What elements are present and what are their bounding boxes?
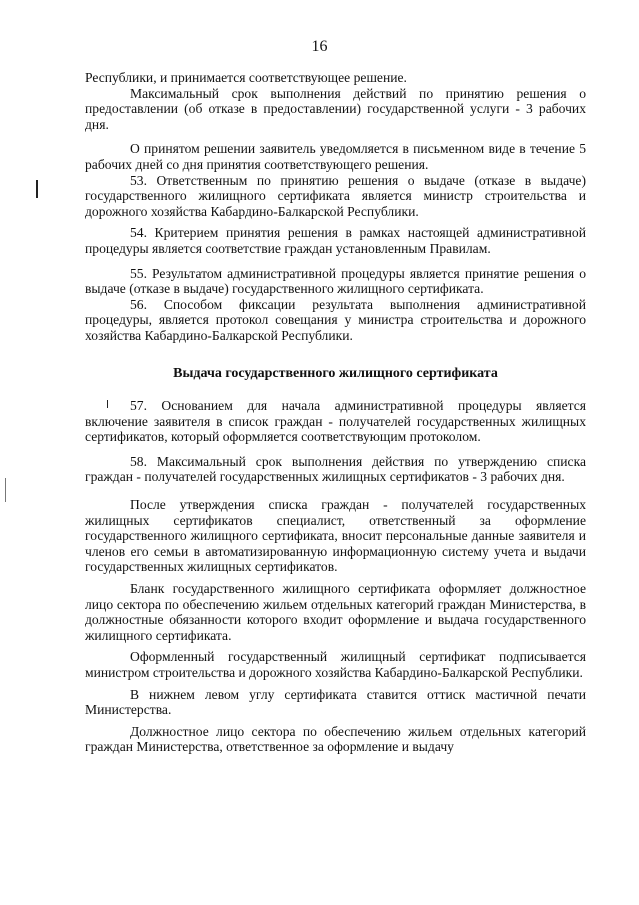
page-number: 16 <box>311 38 328 55</box>
paragraph: Должностное лицо сектора по обеспечению жильем отдельных категорий граждан Министерства, ответственное за оформление и выдачу <box>85 723 586 755</box>
paragraph: 58. Максимальный срок выполнения действия по утверждению списка граждан - получателей государственных жилищных сертификатов - 3 рабочих дня. <box>85 453 586 485</box>
paragraph: 56. Способом фиксации результата выполнения административной процедуры, является протокол совещания у министра строительства и дорожного хозяйства Кабардино-Балкарской Республики. <box>85 296 586 343</box>
paragraph: Максимальный срок выполнения действий по принятию решения о предоставлении (об отказе в предоставлении) государственной услуги - 3 рабочих дня. <box>85 85 586 132</box>
paragraph: 55. Результатом административной процедуры является принятие решения о выдаче (отказе в выдаче) государственного жилищного сертификата. <box>85 265 586 297</box>
paragraph: 53. Ответственным по принятию решения о выдаче (отказе в выдаче) государственного жилищного сертификата является министр строительства и дорожного хозяйства Кабардино-Балкарской Республики. <box>85 172 586 219</box>
scan-mark <box>36 180 38 198</box>
document-body <box>85 70 586 755</box>
paragraph: 57. Основанием для начала административной процедуры является включение заявителя в список граждан - получателей государственных жилищных сертификатов, который оформляется соответствующим протоколом. <box>85 398 586 445</box>
scan-mark <box>5 478 6 502</box>
paragraph: Республики, и принимается соответствующее решение. <box>85 70 407 85</box>
paragraph: Оформленный государственный жилищный сертификат подписывается министром строительства и дорожного хозяйства Кабардино-Балкарской Республики. <box>85 649 586 680</box>
paragraph: В нижнем левом углу сертификата ставится оттиск мастичной печати Министерства. <box>85 686 586 718</box>
section-heading: Выдача государственного жилищного сертификата <box>173 365 498 381</box>
paragraph: 54. Критерием принятия решения в рамках настоящей административной процедуры является соответствие граждан установленным Правилам. <box>85 225 586 256</box>
paragraph: Бланк государственного жилищного сертификата оформляет должностное лицо сектора по обеспечению жильем отдельных категорий граждан Министерства, в должностные обязанности которого входит оформление и выдача государственного жилищного сертификата. <box>85 581 586 643</box>
paragraph: После утверждения списка граждан - получателей государственных жилищных сертификатов специалист, ответственный за оформление государственного жилищного сертификата, вносит персональные данные заявителя и членов его семьи в автоматизированную информационную систему учета и выдачи государственных жилищных сертификатов. <box>85 497 586 575</box>
paragraph: О принятом решении заявитель уведомляется в письменном виде в течение 5 рабочих дней со дня принятия соответствующего решения. <box>85 141 586 172</box>
